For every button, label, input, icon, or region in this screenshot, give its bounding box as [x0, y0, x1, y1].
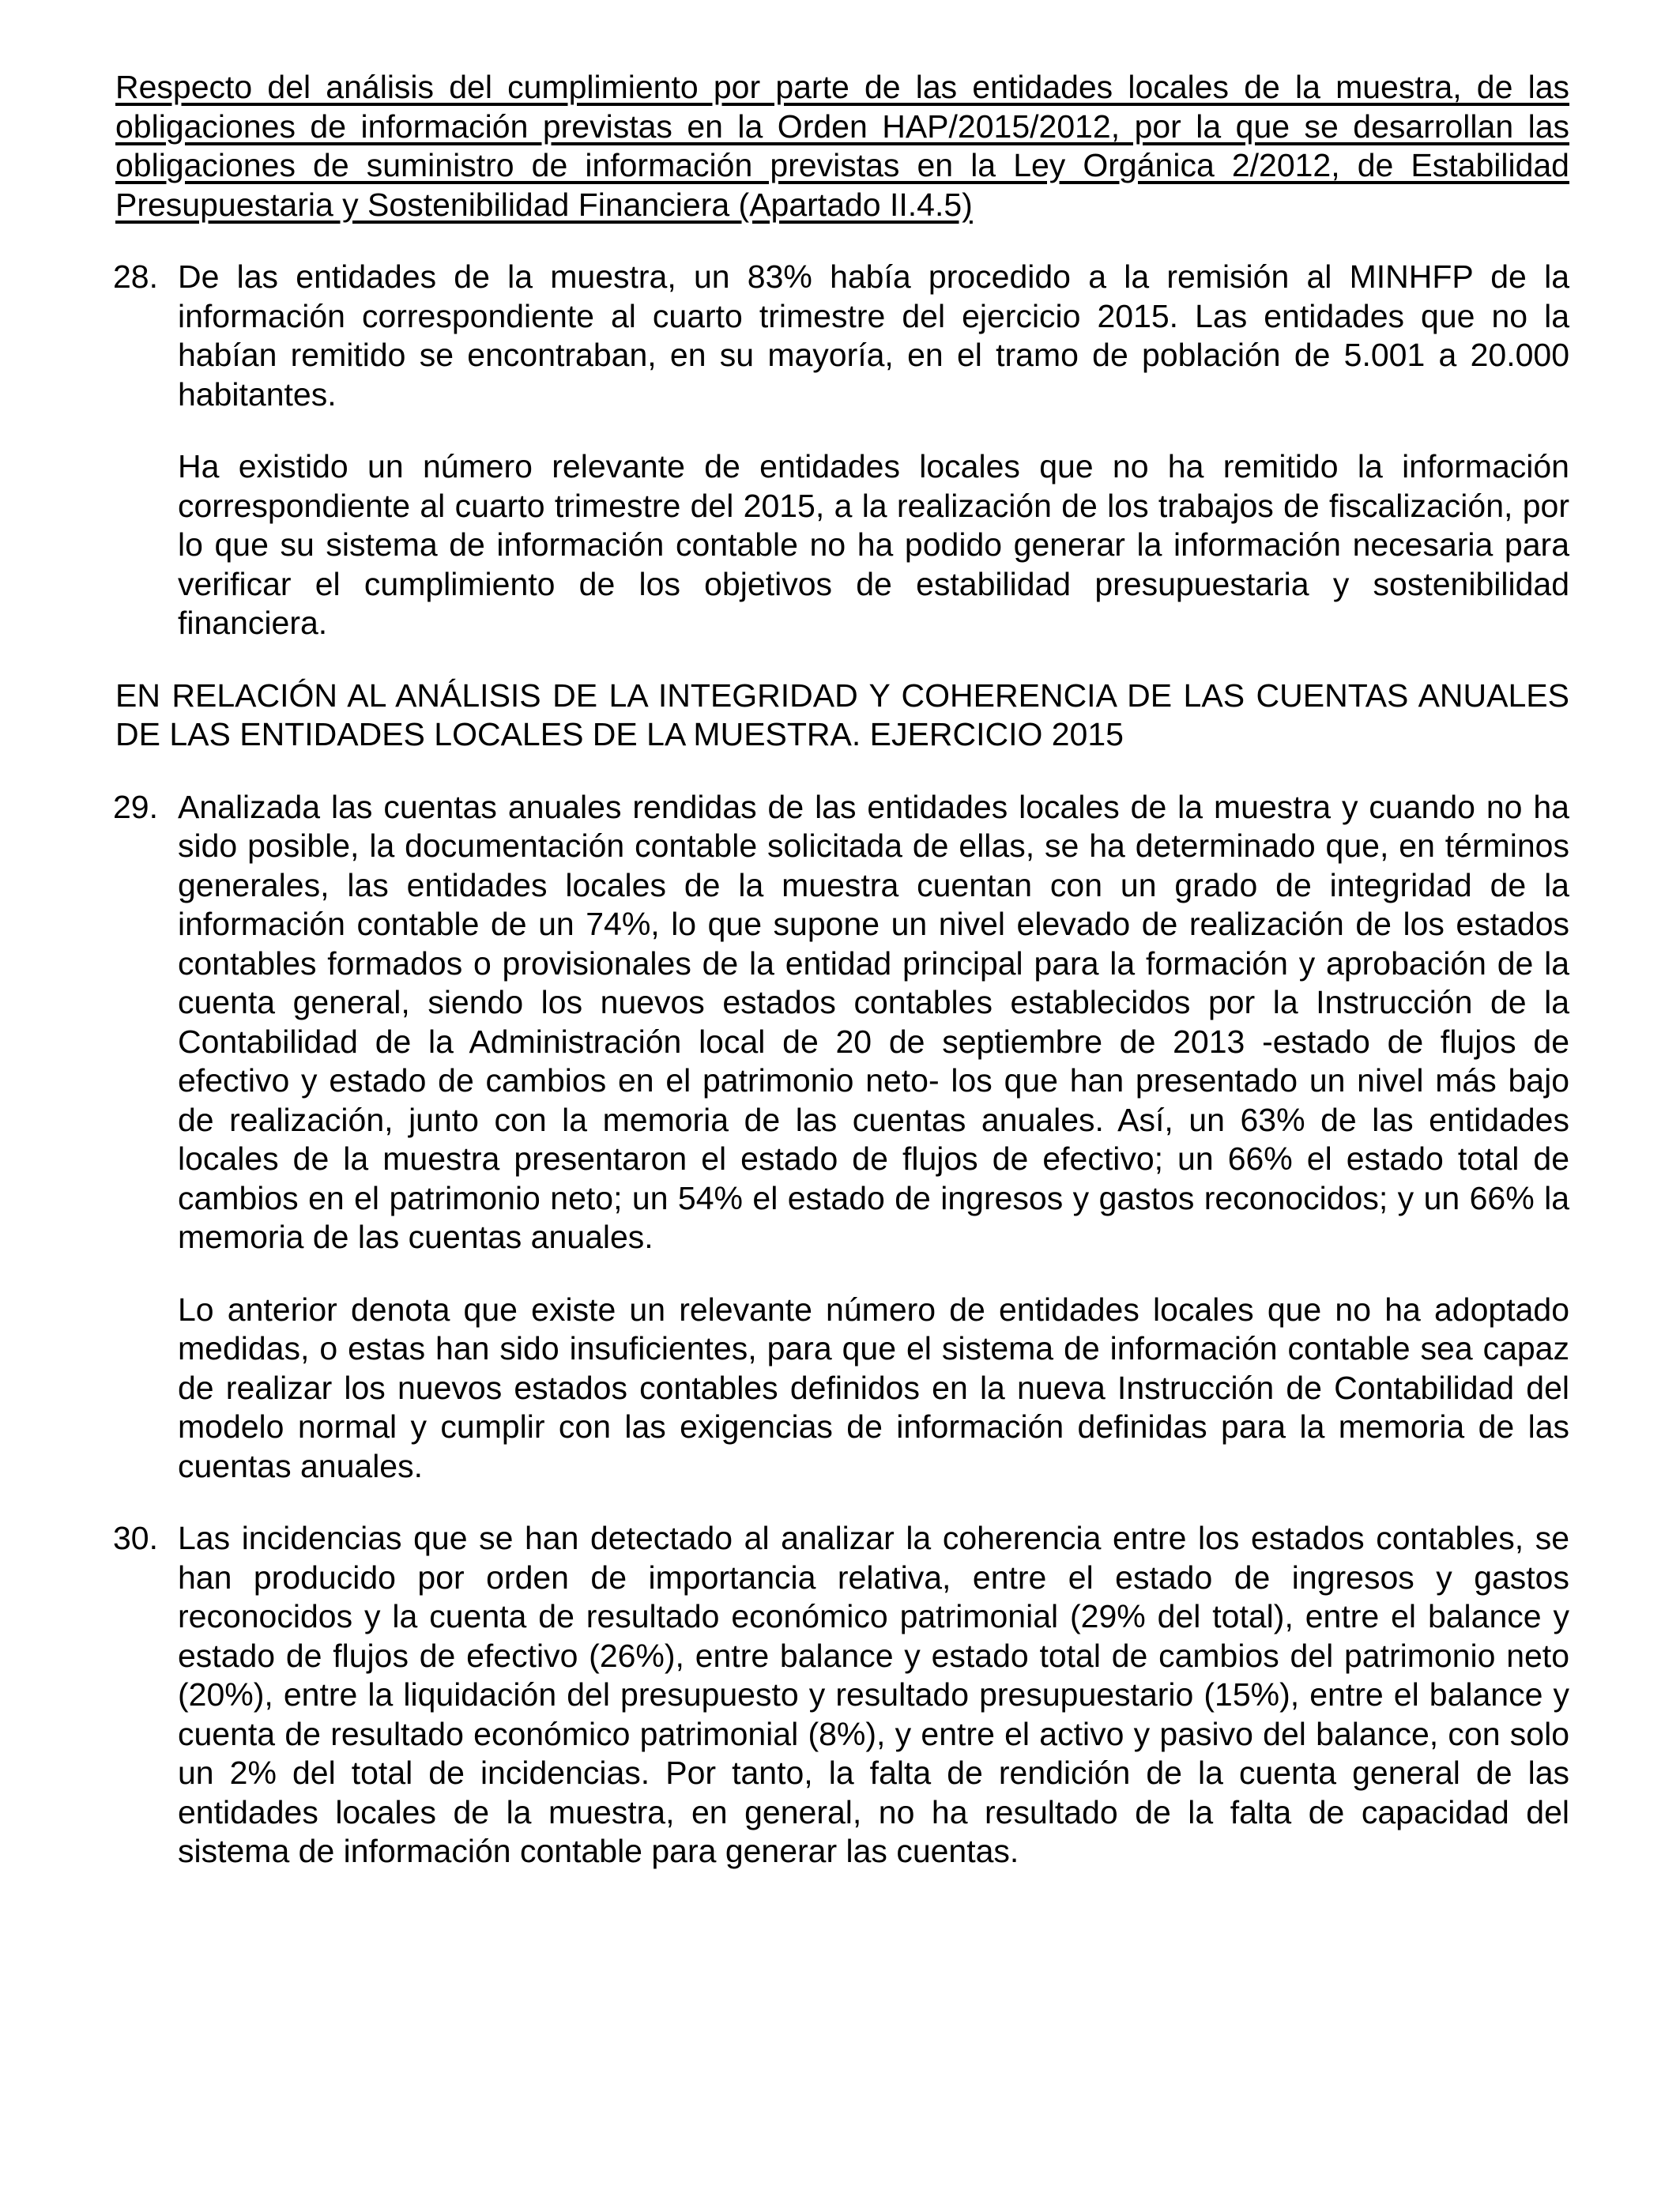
paragraph: Ha existido un número relevante de entidades locales que no ha remitido la información correspondiente al cuarto trimestre del 2015, a la realización de los trabajos de fiscalización, por lo que su sistema de información contable no ha podido generar la información necesaria para verificar el cumplimiento de los objetivos de estabilidad presupuestaria y sostenibilidad financiera. — [178, 448, 1569, 641]
paragraph: Lo anterior denota que existe un relevante número de entidades locales que no ha adoptado medidas, o estas han sido insuficientes, para que el sistema de información contable sea capaz de realizar los nuevos estados contables definidos en la nueva Instrucción de Contabilidad del modelo normal y cumplir con las exigencias de información definidas para la memoria de las cuentas anuales. — [178, 1291, 1569, 1484]
section-heading-compliance: Respecto del análisis del cumplimiento por parte de las entidades locales de la muestra, de las obligaciones de información previstas en la Orden HAP/2015/2012, por la que se desarrollan las obligaciones de suministro de información previstas en la Ley Orgánica 2/2012, de Estabilidad Presupuestaria y Sostenibilidad Financiera (Apartado II.4.5) — [115, 69, 1569, 223]
numbered-item-30 — [115, 1519, 1569, 1872]
page-content — [115, 68, 1569, 1905]
paragraph: Analizada las cuentas anuales rendidas de las entidades locales de la muestra y cuando no ha sido posible, la documentación contable solicitada de ellas, se ha determinado que, en términos generales, las entidades locales de la muestra cuentan con un grado de integridad de la información contable de un 74%, lo que supone un nivel elevado de realización de los estados contables formados o provisionales de la entidad principal para la formación y aprobación de la cuenta general, siendo los nuevos estados contables establecidos por la Instrucción de la Contabilidad de la Administración local de 20 de septiembre de 2013 -estado de flujos de efectivo y estado de cambios en el patrimonio neto- los que han presentado un nivel más bajo de realización, junto con la memoria de las cuentas anuales. Así, un 63% de las entidades locales de la muestra presentaron el estado de flujos de efectivo; un 66% el estado total de cambios en el patrimonio neto; un 54% el estado de ingresos y gastos reconocidos; y un 66% la memoria de las cuentas anuales. — [178, 788, 1569, 1255]
numbered-item-28 — [115, 258, 1569, 643]
item-number: 29. — [113, 788, 158, 825]
item-number: 28. — [113, 258, 158, 295]
numbered-item-29 — [115, 788, 1569, 1487]
paragraph: De las entidades de la muestra, un 83% había procedido a la remisión al MINHFP de la información correspondiente al cuarto trimestre del ejercicio 2015. Las entidades que no la habían remitido se encontraban, en su mayoría, en el tramo de población de 5.001 a 20.000 habitantes. — [178, 258, 1569, 413]
section-heading-integrity: EN RELACIÓN AL ANÁLISIS DE LA INTEGRIDAD Y COHERENCIA DE LAS CUENTAS ANUALES DE LAS ENTIDADES LOCALES DE LA MUESTRA. EJERCICIO 2015 — [115, 677, 1569, 752]
paragraph: Las incidencias que se han detectado al analizar la coherencia entre los estados contables, se han producido por orden de importancia relativa, entre el estado de ingresos y gastos reconocidos y la cuenta de resultado económico patrimonial (29% del total), entre el balance y estado de flujos de efectivo (26%), entre balance y estado total de cambios del patrimonio neto (20%), entre la liquidación del presupuesto y resultado presupuestario (15%), entre el balance y cuenta de resultado económico patrimonial (8%), y entre el activo y pasivo del balance, con solo un 2% del total de incidencias. Por tanto, la falta de rendición de la cuenta general de las entidades locales de la muestra, en general, no ha resultado de la falta de capacidad del sistema de información contable para generar las cuentas. — [178, 1520, 1569, 1869]
item-number: 30. — [113, 1520, 158, 1556]
